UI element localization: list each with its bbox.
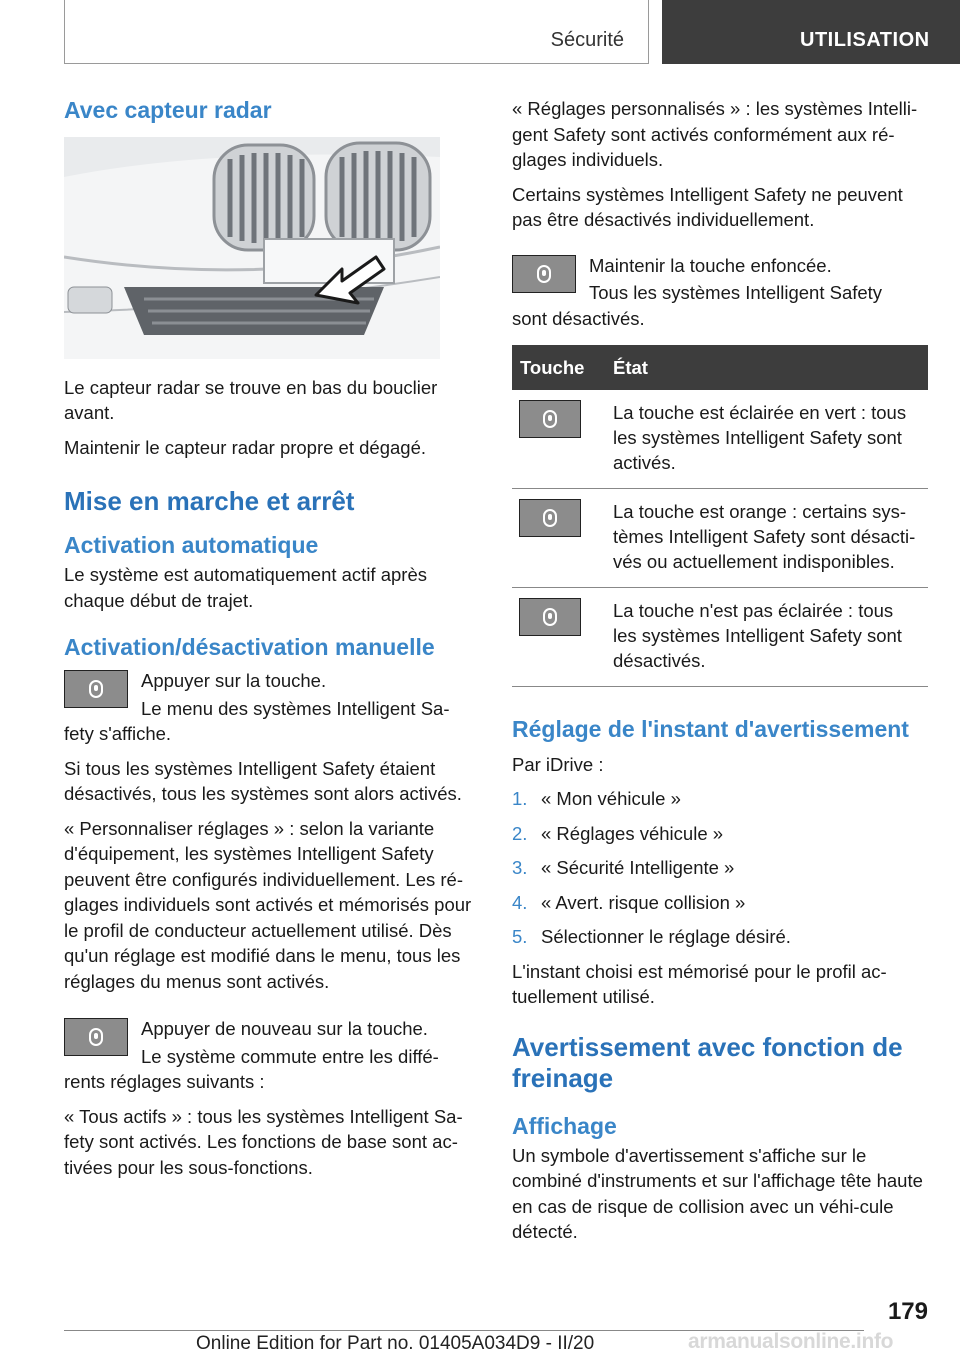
custom-settings-text: « Réglages personnalisés » : les systèmes Intelli-gent Safety sont activés conformément aux ré-glages individuels. [512,98,918,171]
display-text: Un symbole d'avertissement s'affiche sur le combiné d'instruments et sur l'affichage tête haute en cas de risque de collision avec un véhi-cule détecté. [512,1144,923,1243]
list-item: 4. « Avert. risque collision » [512,891,746,913]
header-section-title: Sécurité [550,29,624,51]
safety-button-icon [512,255,576,293]
all-deactivated-text-line: Tous les systèmes Intelligent Safety [589,282,883,304]
table-cell-state: La touche est orange : certains sys-tèmes Intelligent Safety sont désacti-vés ou actuellement indisponibles. [605,489,928,588]
list-item: 5. Sélectionner le réglage désiré. [512,926,791,948]
switch-settings-text-line: Le système commute entre les diffé- [141,1045,439,1067]
table-cell-state: La touche n'est pas éclairée : tous les systèmes Intelligent Safety sont désactivés. [605,587,928,686]
heading-warning-time: Réglage de l'instant d'avertissement [512,715,909,742]
table-header-state: État [605,345,928,390]
header-chapter-title: UTILISATION [800,29,930,51]
page-number: 179 [887,1298,928,1325]
button-instruction-press [64,668,476,694]
list-item: 1. « Mon véhicule » [512,788,681,810]
press-again-text: Appuyer de nouveau sur la touche. [141,1018,428,1040]
table-header-key: Touche [512,345,605,390]
heading-manual-activation: Activation/désactivation manuelle [64,634,435,661]
safety-button-icon [519,499,581,537]
heading-display: Affichage [512,1113,617,1140]
heading-auto-activation: Activation automatique [64,532,319,559]
footer-edition: Online Edition for Part no. 01405A034D9 - II/20 [196,1333,595,1354]
idrive-steps-list [512,786,928,950]
table-cell-state: La touche est éclairée en vert : tous les systèmes Intelligent Safety sont activés. [605,390,928,488]
table-row [512,587,928,686]
table-row [512,489,928,588]
table-cell-icon [512,489,605,588]
heading-radar: Avec capteur radar [64,97,272,123]
safety-button-icon [64,1018,128,1056]
header-section-box [64,0,649,64]
switch-settings-text-cont: rents réglages suivants : [64,1071,265,1093]
hold-button-text: Maintenir la touche enfoncée. [589,254,832,276]
heading-on-off: Mise en marche et arrêt [64,486,355,517]
all-deactivated-text-cont: sont désactivés. [512,307,645,329]
car-front-grille-arrow-icon [64,137,440,359]
right-column [512,96,928,1254]
safety-button-icon [519,598,581,636]
left-column [64,96,476,1189]
all-activated-text: Si tous les systèmes Intelligent Safety étaient désactivés, tous les systèmes sont alors activés. [64,757,462,805]
table-cell-icon [512,390,605,488]
safety-button-icon [64,670,128,708]
auto-activation-text: Le système est automatiquement actif après chaque début de trajet. [64,564,427,611]
list-item: 3. « Sécurité Intelligente » [512,857,735,879]
menu-shown-text-cont: fety s'affiche. [64,723,172,745]
cannot-deactivate-text: Certains systèmes Intelligent Safety ne peuvent pas être désactivés individuellement. [512,183,903,231]
button-instruction-hold [512,253,928,306]
button-state-table [512,345,928,687]
radar-sensor-figure [64,137,440,359]
personalize-settings-text: « Personnaliser réglages » : selon la variante d'équipement, les systèmes Intelligent Safety peuvent être configurés individuellement. Les ré-glages individuels sont activés et mémorisés pour le profil de conducteur actuellement utilisé. Dès qu'un réglage est modifié dans le menu, tous les réglages du menus sont activés. [64,817,472,992]
footer-watermark: armanualsonline.info [688,1330,894,1353]
idrive-text: Par iDrive : [512,753,604,775]
menu-shown-text-line: Le menu des systèmes Intelligent Sa- [141,697,450,719]
table-row [512,390,928,488]
saved-text: L'instant choisi est mémorisé pour le profil ac-tuellement utilisé. [512,960,887,1008]
all-active-text: « Tous actifs » : tous les systèmes Intelligent Sa-fety sont activés. Les fonctions de base sont ac-tivées pour les sous-fonctions. [64,1105,463,1178]
heading-brake-warning: Avertissement avec fonction de freinage [512,1031,903,1093]
radar-clean-text: Maintenir le capteur radar propre et dégagé. [64,436,426,458]
list-item: 2. « Réglages véhicule » [512,822,724,844]
safety-button-icon [519,400,581,438]
table-cell-icon [512,587,605,686]
press-button-text: Appuyer sur la touche. [141,670,327,692]
button-instruction-press-again [64,1016,476,1069]
radar-location-text: Le capteur radar se trouve en bas du bouclier avant. [64,376,438,424]
table-header-row [512,345,928,390]
header-chapter-tab [662,0,960,64]
